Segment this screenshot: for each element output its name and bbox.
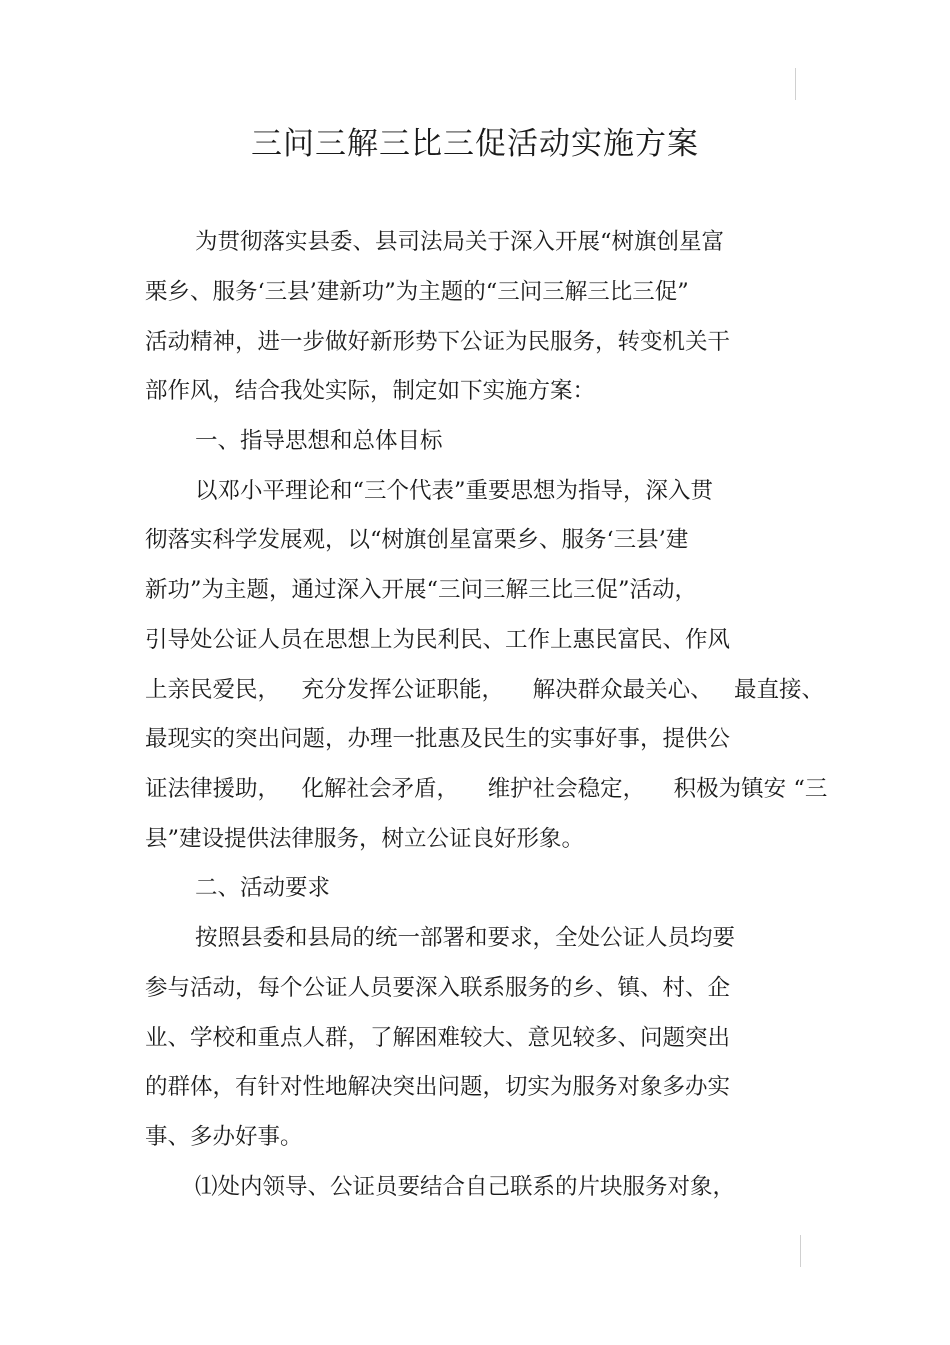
body-line: 县”建设提供法律服务，树立公证良好形象。 <box>145 826 585 852</box>
body-line: 为贯彻落实县委、县司法局关于深入开展“树旗创星富 <box>195 229 725 255</box>
body-line: 的群体，有针对性地解决突出问题，切实为服务对象多办实 <box>145 1074 731 1100</box>
page-edge-mark-bottom <box>800 1235 801 1267</box>
body-line: 证法律援助， 化解社会矛盾， 维护社会稳定， 积极为镇安 “三 <box>145 776 828 802</box>
section-heading: 二、活动要求 <box>195 875 331 901</box>
body-line: 业、学校和重点人群，了解困难较大、意见较多、问题突出 <box>145 1025 731 1051</box>
body-line: 以邓小平理论和“三个代表”重要思想为指导，深入贯 <box>195 478 714 504</box>
body-line: 新功”为主题，通过深入开展“三问三解三比三促”活动， <box>145 577 698 603</box>
body-line: 引导处公证人员在思想上为民利民、工作上惠民富民、作风 <box>145 627 731 653</box>
body-line: 事、多办好事。 <box>145 1124 303 1150</box>
body-line: ⑴处内领导、公证员要结合自己联系的片块服务对象， <box>195 1174 736 1200</box>
page-edge-mark-top <box>795 68 796 100</box>
body-line: 栗乡、服务‘三县’建新功”为主题的“三问三解三比三促” <box>145 279 689 305</box>
body-line: 部作风，结合我处实际，制定如下实施方案： <box>145 378 596 404</box>
body-line: 活动精神，进一步做好新形势下公证为民服务，转变机关干 <box>145 329 731 355</box>
body-line: 彻落实科学发展观，以“树旗创星富栗乡、服务‘三县’建 <box>145 527 689 553</box>
section-heading: 一、指导思想和总体目标 <box>195 428 443 454</box>
body-line: 参与活动，每个公证人员要深入联系服务的乡、镇、村、企 <box>145 975 731 1001</box>
body-line: 最现实的突出问题，办理一批惠及民生的实事好事，提供公 <box>145 726 731 752</box>
body-line: 上亲民爱民， 充分发挥公证职能， 解决群众最关心、 最直接、 <box>145 677 825 703</box>
body-line: 按照县委和县局的统一部署和要求，全处公证人员均要 <box>195 925 736 951</box>
document-title: 三问三解三比三促活动实施方案 <box>251 126 699 162</box>
